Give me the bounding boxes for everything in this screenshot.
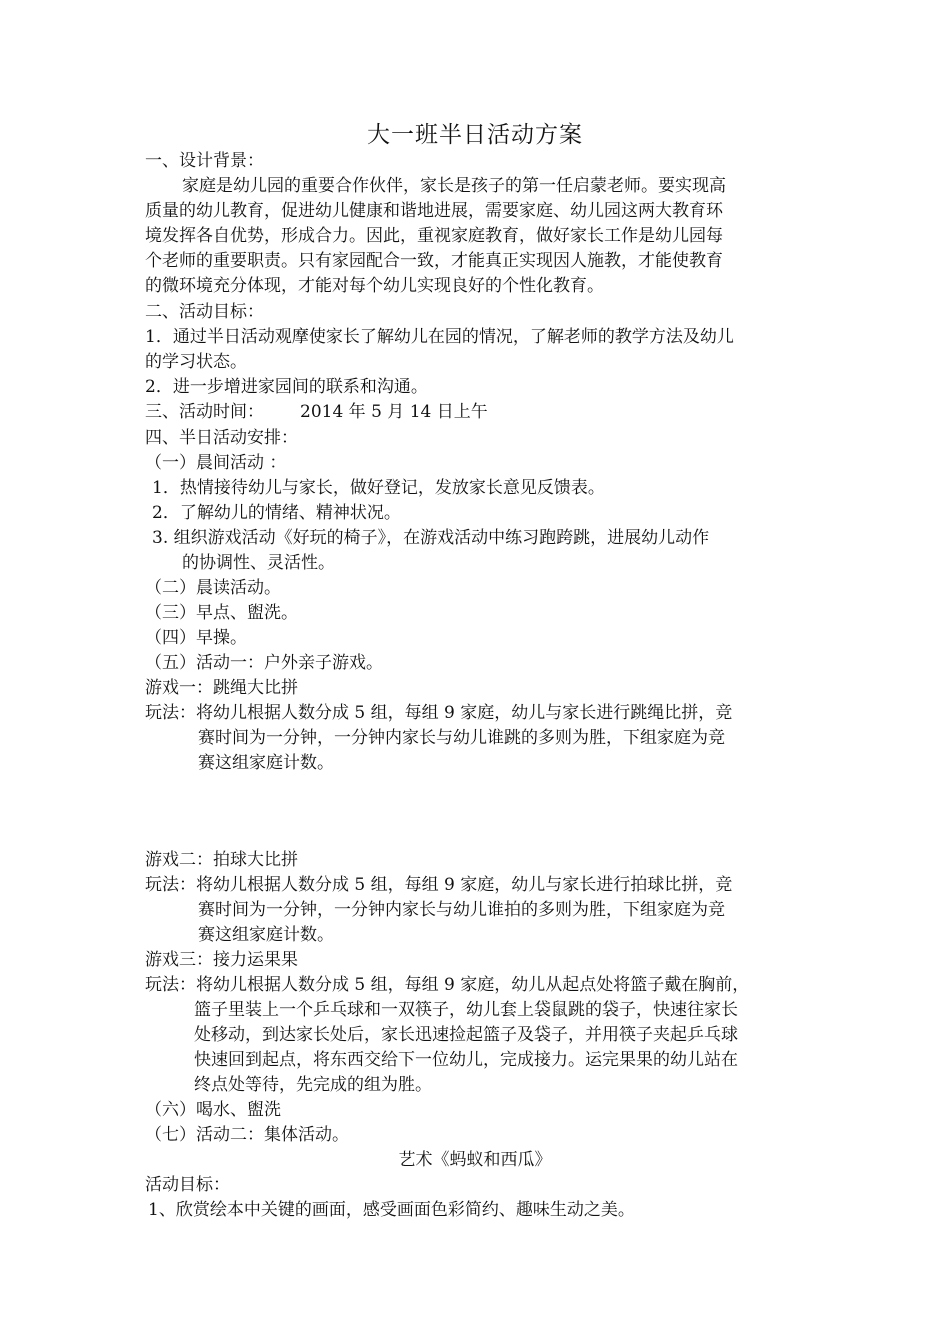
list-item-continuation: 的学习状态。 <box>145 352 247 372</box>
game-title: 游戏一：跳绳大比拼 <box>145 678 298 698</box>
game-rule-line: 赛时间为一分钟，一分钟内家长与幼儿谁拍的多则为胜，下组家庭为竞 <box>198 900 725 920</box>
list-item: 1．通过半日活动观摩使家长了解幼儿在园的情况，了解老师的教学方法及幼儿 <box>145 327 734 347</box>
game-rule-line: 快速回到起点，将东西交给下一位幼儿，完成接力。运完果果的幼儿站在 <box>194 1050 738 1070</box>
list-item: 1．热情接待幼儿与家长，做好登记，发放家长意见反馈表。 <box>152 478 605 498</box>
game-rule-line: 处移动，到达家长处后，家长迅速捡起篮子及袋子，并用筷子夹起乒乓球 <box>194 1025 738 1045</box>
section-heading-background: 一、设计背景： <box>145 151 264 171</box>
game-rule-line: 赛这组家庭计数。 <box>198 753 334 773</box>
section-heading-goals: 二、活动目标： <box>145 302 264 322</box>
game-rule-line: 玩法：将幼儿根据人数分成 5 组，每组 9 家庭，幼儿从起点处将篮子戴在胸前， <box>145 975 750 995</box>
time-value: 2014 年 5 月 14 日上午 <box>300 402 488 422</box>
game-rule-line: 篮子里装上一个乒乓球和一双筷子，幼儿套上袋鼠跳的袋子，快速往家长 <box>194 1000 738 1020</box>
subsection-heading: （一）晨间活动 ： <box>145 453 287 473</box>
game-rule-line: 终点处等待，先完成的组为胜。 <box>194 1075 432 1095</box>
game-rule-line: 玩法：将幼儿根据人数分成 5 组，每组 9 家庭，幼儿与家长进行拍球比拼，竞 <box>145 875 733 895</box>
goal-heading: 活动目标： <box>145 1175 230 1195</box>
paragraph-line: 质量的幼儿教育，促进幼儿健康和谐地进展，需要家庭、幼儿园这两大教育环 <box>145 201 723 221</box>
art-activity-title: 艺术《蚂蚁和西瓜》 <box>398 1150 552 1170</box>
list-item: 1、欣赏绘本中关键的画面，感受画面色彩简约、趣味生动之美。 <box>148 1200 635 1220</box>
list-item: 2．进一步增进家园间的联系和沟通。 <box>145 377 428 397</box>
list-item: 2．了解幼儿的情绪、精神状况。 <box>152 503 401 523</box>
list-item-continuation: 的协调性、灵活性。 <box>182 553 335 573</box>
game-rule-line: 赛时间为一分钟，一分钟内家长与幼儿谁跳的多则为胜，下组家庭为竞 <box>198 728 725 748</box>
subsection-heading: （二）晨读活动。 <box>145 578 281 598</box>
section-heading-time <box>145 400 488 424</box>
subsection-heading: （四）早操。 <box>145 628 247 648</box>
subsection-heading: （七）活动二：集体活动。 <box>145 1125 349 1145</box>
time-label: 三、活动时间： <box>145 402 264 422</box>
game-rule-line: 赛这组家庭计数。 <box>198 925 334 945</box>
subsection-heading: （三）早点、盥洗。 <box>145 603 298 623</box>
paragraph-line: 个老师的重要职责。只有家园配合一致，才能真正实现因人施教，才能使教育 <box>145 251 723 271</box>
subsection-heading: （五）活动一：户外亲子游戏。 <box>145 653 383 673</box>
paragraph-line: 境发挥各自优势，形成合力。因此，重视家庭教育，做好家长工作是幼儿园每 <box>145 226 723 246</box>
paragraph-line: 的微环境充分体现，才能对每个幼儿实现良好的个性化教育。 <box>145 276 604 296</box>
game-title: 游戏三：接力运果果 <box>145 950 298 970</box>
game-title: 游戏二：拍球大比拼 <box>145 850 298 870</box>
subsection-heading: （六）喝水、盥洗 <box>145 1100 281 1120</box>
section-heading-schedule: 四、半日活动安排： <box>145 428 298 448</box>
paragraph-line: 家庭是幼儿园的重要合作伙伴，家长是孩子的第一任启蒙老师。要实现高 <box>182 176 726 196</box>
document-title: 大一班半日活动方案 <box>367 122 583 148</box>
game-rule-line: 玩法：将幼儿根据人数分成 5 组，每组 9 家庭，幼儿与家长进行跳绳比拼，竞 <box>145 703 733 723</box>
list-item: 3. 组织游戏活动《好玩的椅子》，在游戏活动中练习跑跨跳，进展幼儿动作 <box>152 528 710 548</box>
